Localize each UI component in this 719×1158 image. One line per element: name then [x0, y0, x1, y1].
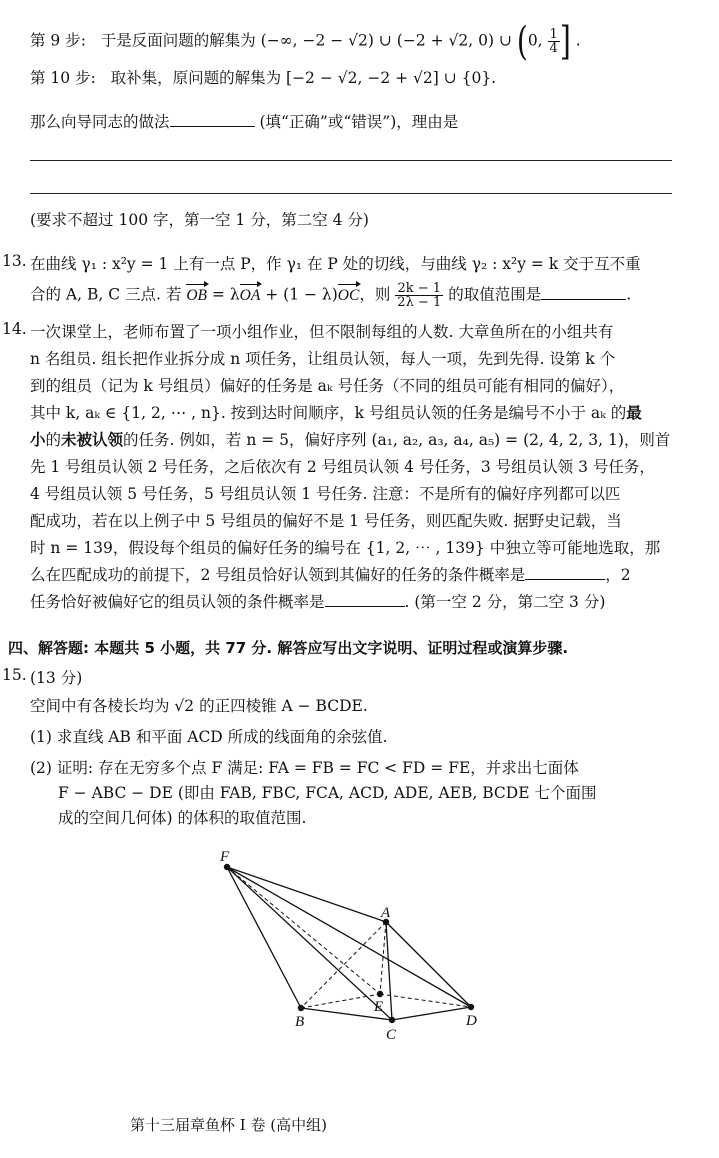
- q14-line-9: 时 n = 139，假设每个组员的偏好任务的编号在 {1, 2, ⋯ , 139} 中独立等可能地选取，那: [30, 539, 661, 557]
- q14-number: 14.: [2, 320, 27, 338]
- q14-line-6: 先 1 号组员认领 2 号任务，之后依次有 2 号组员认领 4 号任务，3 号组员认领 3 号任务，: [30, 458, 655, 476]
- vector-OB: OB: [186, 286, 207, 304]
- bold-unclaimed: 未被认领: [61, 430, 124, 449]
- step10-label: 第 10 步:: [30, 69, 96, 87]
- q15-part2-line3: 成的空间几何体) 的体积的取值范围.: [58, 809, 307, 827]
- question-line: 那么向导同志的做法 (填“正确”或“错误”)，理由是: [30, 113, 459, 131]
- vector-OC: OC: [337, 286, 360, 304]
- step9-line: 第 9 步: 于是反面问题的解集为 (−∞, −2 − √2) ∪ (−2 + √2, 0) ∪ (0, $\frac{1}{4}$ ] .: [30, 17, 581, 64]
- bold-xiao: 小: [30, 430, 46, 449]
- step9-text: 于是反面问题的解集为 (−∞, −2 − √2) ∪ (−2 + √2, 0) ∪: [100, 31, 512, 50]
- q14-line-3: 到的组员（记为 k 号组员）偏好的任务是 aₖ 号任务（不同的组员可能有相同的偏好），: [30, 377, 625, 395]
- q14-line-5: 小的未被认领的任务. 例如，若 n = 5，偏好序列 (a₁, a₂, a₃, a₄, a₅) = (2, 4, 2, 3, 1)，则首: [30, 430, 671, 449]
- q13-number: 13.: [2, 252, 27, 270]
- q14-line-8: 配成功，若在以上例子中 5 号组员的偏好不是 1 号任务，则匹配失败. 据野史记载，当: [30, 512, 622, 530]
- label-B: B: [295, 1014, 305, 1030]
- edge-ED-hidden: [380, 994, 471, 1007]
- q15-part2-line2: F − ABC − DE (即由 FAB, FBC, FCA, ACD, ADE, AEB, BCDE 七个面围: [58, 784, 597, 802]
- q14-line-10: 么在匹配成功的前提下，2 号组员恰好认领到其偏好的任务的条件概率是 ，2: [30, 566, 631, 584]
- label-C: C: [386, 1027, 397, 1043]
- point-E: [377, 991, 383, 997]
- requirement-note: (要求不超过 100 字，第一空 1 分，第二空 4 分): [30, 211, 369, 229]
- q15-number: 15.: [2, 666, 27, 684]
- point-B: [298, 1005, 304, 1011]
- section-4-heading: 四、解答题: 本题共 5 小题，共 77 分. 解答应写出文字说明、证明过程或演算步骤.: [8, 639, 569, 657]
- q14-line-1: 一次课堂上，老师布置了一项小组作业，但不限制每组的人数. 大章鱼所在的小组共有: [30, 323, 614, 341]
- q15-intro: 空间中有各棱长均为 √2 的正四棱锥 A − BCDE.: [30, 697, 368, 715]
- q15-score: (13 分): [30, 669, 83, 687]
- q14-line-2: n 名组员. 组长把作业拆分成 n 项任务，让组员认领，每人一项，先到先得. 设第 k 个: [30, 350, 616, 368]
- label-D: D: [466, 1013, 477, 1029]
- q13-line1: 在曲线 γ₁ : x²y = 1 上有一点 P，作 γ₁ 在 P 处的切线，与曲线 γ₂ : x²y = k 交于互不重: [30, 255, 641, 273]
- q15-part2-line1: (2) 证明: 存在无穷多个点 F 满足: FA = FB = FC < FD = FE，并求出七面体: [30, 759, 579, 777]
- q13-line2: 合的 A, B, C 三点. 若 OB = λOA + (1 − λ)OC，则 $\frac{2k - 1}{2\lambda - 1}$ 的取值范围是 .: [30, 281, 632, 310]
- q15-part1: (1) 求直线 AB 和平面 ACD 所成的线面角的余弦值.: [30, 728, 388, 746]
- edge-CD: [392, 1007, 471, 1020]
- label-E: E: [374, 999, 384, 1015]
- point-D: [468, 1004, 474, 1010]
- edge-AD: [386, 922, 471, 1007]
- step9-fraction: $\frac{1}{4}$: [549, 27, 558, 56]
- q14-line-11: 任务恰好被偏好它的组员认领的条件概率是 . (第一空 2 分，第二空 3 分): [30, 593, 606, 611]
- vector-OA: OA: [239, 286, 261, 304]
- label-F: F: [220, 849, 230, 865]
- page-footer: 第十三届章鱼杯 I 卷 (高中组): [130, 1116, 327, 1134]
- bold-zui: 最: [626, 403, 642, 422]
- q13-fraction: $\frac{2k - 1}{2\lambda - 1}$: [397, 281, 442, 310]
- step9-label: 第 9 步:: [30, 31, 86, 50]
- edge-AC: [386, 922, 392, 1020]
- q14-line-7: 4 号组员认领 5 号任务，5 号组员认领 1 号任务. 注意：不是所有的偏好序列都可以匹: [30, 485, 621, 503]
- edge-BE-hidden: [301, 994, 380, 1008]
- point-C: [389, 1017, 395, 1023]
- edge-FC: [227, 867, 392, 1020]
- edge-FE-hidden: [227, 867, 380, 994]
- label-A: A: [381, 905, 391, 921]
- step10-text: 取补集，原问题的解集为 [−2 − √2, −2 + √2] ∪ {0}.: [110, 69, 497, 87]
- q14-line-4: 其中 k, aₖ ∈ {1, 2, ⋯ , n}. 按到达时间顺序，k 号组员认领的任务是编号不小于 aₖ 的最: [30, 403, 642, 422]
